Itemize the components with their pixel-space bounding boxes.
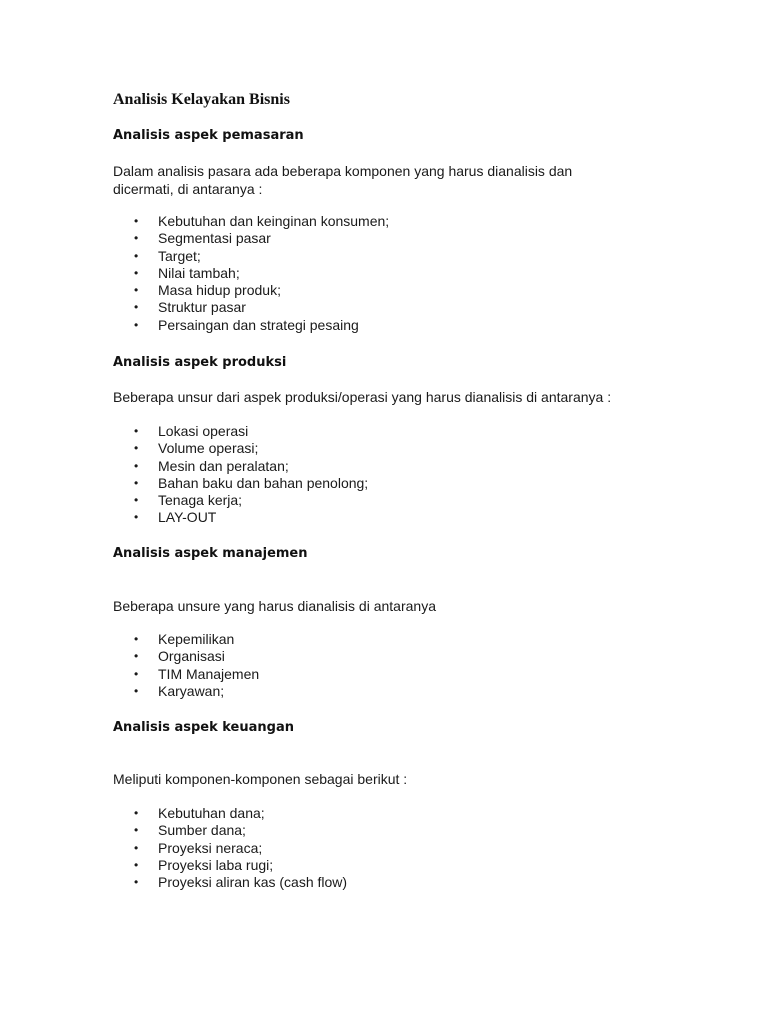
bullet-icon: • bbox=[134, 857, 139, 872]
list-item bbox=[113, 492, 368, 509]
list-item bbox=[113, 857, 347, 874]
list-item-text: Lokasi operasi bbox=[158, 423, 249, 439]
bullet-icon: • bbox=[134, 283, 139, 298]
list-item bbox=[113, 840, 347, 857]
list-item-text: Proyeksi laba rugi; bbox=[158, 856, 274, 873]
section-intro-manajemen: Beberapa unsure yang harus dianalisis di antaranya bbox=[113, 598, 436, 614]
list-item bbox=[113, 874, 347, 891]
list-item-text: Segmentasi pasar bbox=[158, 230, 271, 247]
list-item-text: Karyawan; bbox=[158, 682, 225, 699]
bullet-icon: • bbox=[134, 214, 139, 228]
bullet-icon: • bbox=[134, 248, 139, 263]
bullet-icon: • bbox=[134, 475, 139, 490]
list-item bbox=[113, 213, 389, 230]
bullet-icon: • bbox=[134, 300, 139, 315]
bullet-icon: • bbox=[134, 666, 139, 681]
list-item-text: Tenaga kerja; bbox=[158, 492, 243, 509]
list-item-text: Masa hidup produk; bbox=[158, 282, 281, 299]
section-heading-produksi: Analisis aspek produksi bbox=[113, 355, 287, 370]
bullet-icon: • bbox=[134, 231, 139, 246]
list-item-text: TIM Manajemen bbox=[158, 665, 260, 682]
list-item bbox=[113, 631, 259, 648]
bullet-icon: • bbox=[134, 683, 139, 698]
list-item bbox=[113, 282, 389, 299]
bullet-icon: • bbox=[134, 458, 139, 473]
bullet-icon: • bbox=[134, 510, 139, 525]
section-heading-keuangan: Analisis aspek keuangan bbox=[113, 720, 294, 735]
list-item-text: Mesin dan peralatan; bbox=[158, 457, 289, 474]
bullet-icon: • bbox=[134, 806, 139, 820]
list-item-text: Sumber dana; bbox=[158, 822, 246, 839]
list-item-text: Bahan baku dan bahan penolong; bbox=[158, 474, 369, 491]
list-item bbox=[113, 648, 259, 665]
list-item-text: Nilai tambah; bbox=[158, 264, 240, 281]
bullet-icon: • bbox=[134, 823, 139, 838]
list-item bbox=[113, 805, 347, 822]
list-item-text: Kebutuhan dan keinginan konsumen; bbox=[158, 213, 390, 229]
list-item bbox=[113, 248, 389, 265]
bullet-list-produksi bbox=[113, 423, 368, 527]
list-item bbox=[113, 299, 389, 316]
section-intro-produksi: Beberapa unsur dari aspek produksi/operasi yang harus dianalisis di antaranya : bbox=[113, 389, 612, 405]
list-item-text: Volume operasi; bbox=[158, 440, 259, 457]
list-item bbox=[113, 475, 368, 492]
list-item-text: Struktur pasar bbox=[158, 299, 246, 316]
list-item bbox=[113, 822, 347, 839]
bullet-icon: • bbox=[134, 317, 139, 332]
bullet-icon: • bbox=[134, 649, 139, 664]
list-item-text: Persaingan dan strategi pesaing bbox=[158, 316, 359, 333]
list-item bbox=[113, 265, 389, 282]
section-heading-pemasaran: Analisis aspek pemasaran bbox=[113, 128, 304, 143]
list-item-text: Kebutuhan dana; bbox=[158, 805, 265, 821]
bullet-icon: • bbox=[134, 875, 139, 890]
list-item bbox=[113, 423, 368, 440]
list-item bbox=[113, 509, 368, 526]
list-item bbox=[113, 230, 389, 247]
list-item bbox=[113, 440, 368, 457]
list-item-text: Target; bbox=[158, 247, 201, 264]
list-item bbox=[113, 458, 368, 475]
bullet-icon: • bbox=[134, 265, 139, 280]
section-intro-keuangan: Meliputi komponen-komponen sebagai berikut : bbox=[113, 771, 408, 787]
list-item-text: Kepemilikan bbox=[158, 631, 235, 647]
bullet-list-keuangan bbox=[113, 805, 347, 891]
list-item-text: LAY-OUT bbox=[158, 509, 217, 526]
bullet-list-pemasaran bbox=[113, 213, 389, 334]
bullet-icon: • bbox=[134, 424, 139, 438]
section-heading-manajemen: Analisis aspek manajemen bbox=[113, 546, 308, 561]
list-item-text: Proyeksi neraca; bbox=[158, 839, 263, 856]
bullet-icon: • bbox=[134, 840, 139, 855]
list-item bbox=[113, 666, 259, 683]
bullet-icon: • bbox=[134, 493, 139, 508]
list-item-text: Proyeksi aliran kas (cash flow) bbox=[158, 874, 348, 891]
bullet-icon: • bbox=[134, 632, 139, 646]
list-item bbox=[113, 317, 389, 334]
document-title: Analisis Kelayakan Bisnis bbox=[113, 91, 290, 108]
list-item-text: Organisasi bbox=[158, 648, 225, 665]
list-item bbox=[113, 683, 259, 700]
bullet-list-manajemen bbox=[113, 631, 259, 700]
section-intro-pemasaran: Dalam analisis pasara ada beberapa komponen yang harus dianalisis dan dicermati, di antaranya : bbox=[113, 163, 573, 197]
bullet-icon: • bbox=[134, 441, 139, 456]
